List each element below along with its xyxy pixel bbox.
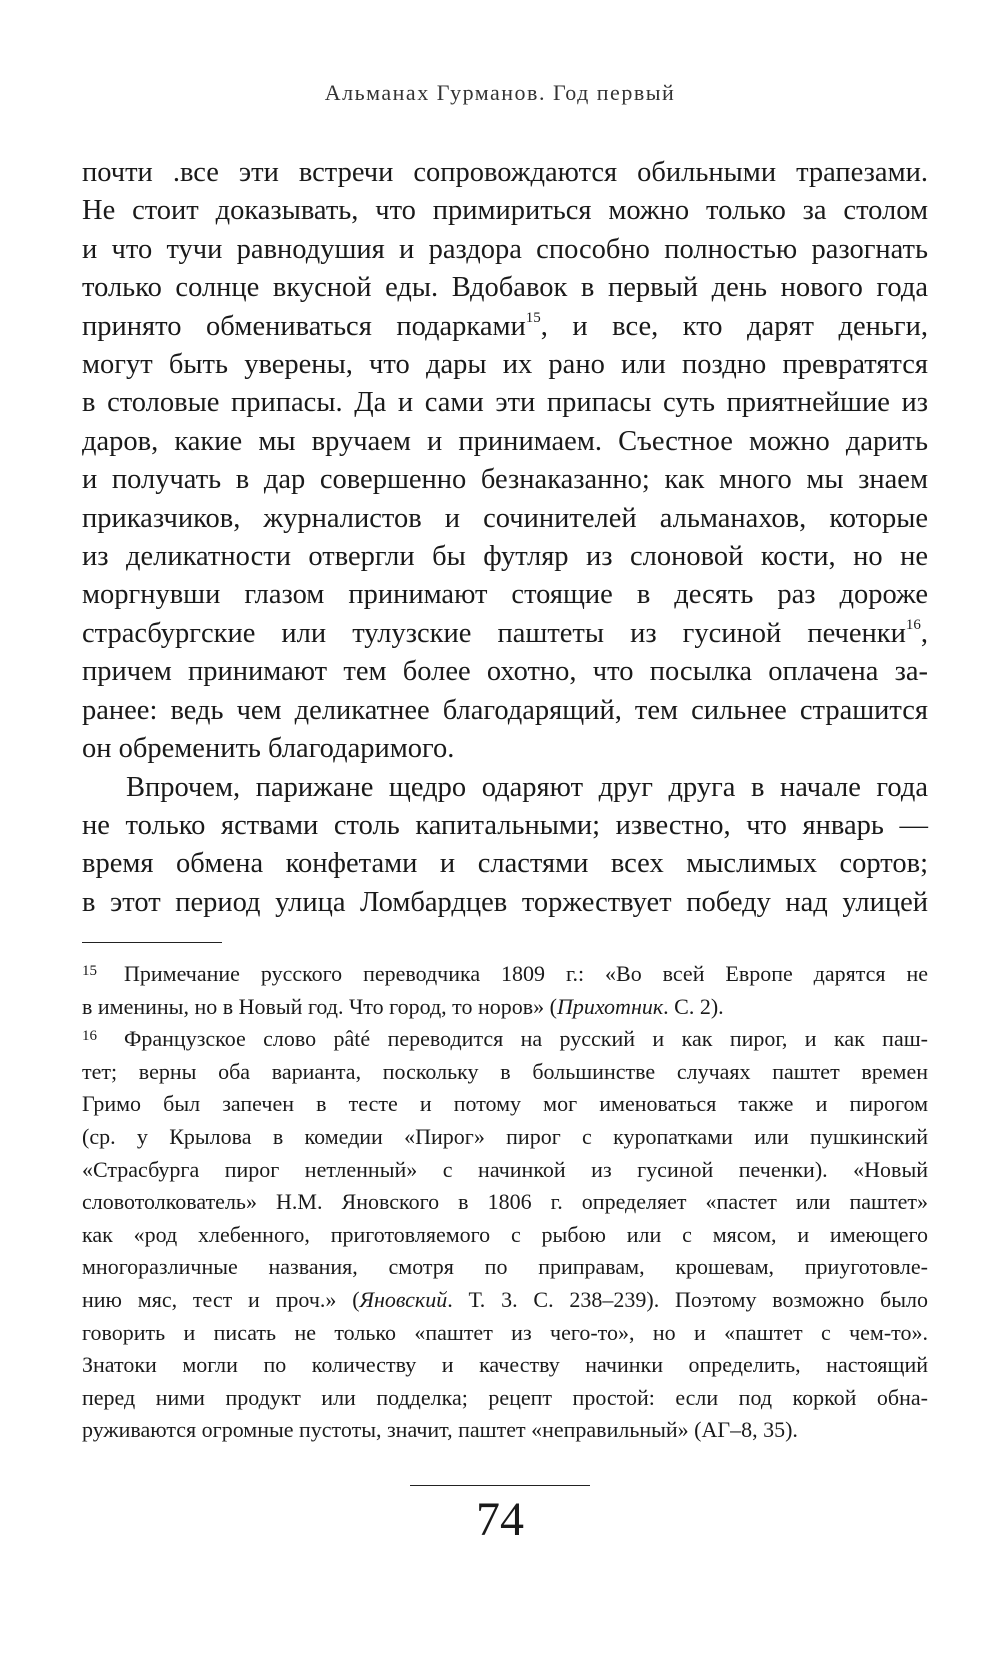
text-line: в этот период улица Ломбардцев торжествует победу над улицей bbox=[82, 886, 928, 918]
footnote-line bbox=[82, 1023, 928, 1056]
text-fragment: нию мяс, тест и проч.» ( bbox=[82, 1286, 360, 1312]
text-line: приказчиков, журналистов и сочинителей альманахов, которые bbox=[82, 502, 928, 534]
running-head: Альманах Гурманов. Год первый bbox=[324, 80, 676, 105]
footnote-line bbox=[82, 958, 928, 991]
footnotes bbox=[82, 958, 928, 1447]
folio-divider bbox=[410, 1485, 590, 1486]
footnote-15 bbox=[82, 958, 928, 1023]
footnote-line: Гримо был запечен в тесте и потому мог именоваться также и пирогом bbox=[82, 1091, 928, 1117]
text-fragment: . С. 2). bbox=[663, 993, 724, 1019]
text-line: Не стоит доказывать, что примириться можно только за столом bbox=[82, 195, 928, 227]
text-line bbox=[82, 308, 928, 346]
text-line: и что тучи равнодушия и раздора способно полностью разогнать bbox=[82, 233, 928, 265]
main-text bbox=[82, 154, 928, 922]
footnote-number: 16 bbox=[82, 1028, 97, 1045]
footnote-line: перед ними продукт или подделка; рецепт простой: если под коркой обна- bbox=[82, 1384, 928, 1410]
text-line: и получать в дар совершенно безнаказанно; как много мы знаем bbox=[82, 464, 928, 496]
text-line bbox=[82, 615, 928, 653]
footnote-16 bbox=[82, 1023, 928, 1447]
footnote-line bbox=[82, 1284, 928, 1317]
footnote-line: словотолкователь» Н.М. Яновского в 1806 г. определяет «пастет или паштет» bbox=[82, 1189, 928, 1215]
footnote-line: Знатоки могли по количеству и качеству начинки определить, настоящий bbox=[82, 1352, 928, 1378]
text-line: время обмена конфетами и сластями всех мыслимых сортов; bbox=[82, 848, 928, 880]
footnote-line: как «род хлебенного, приготовляемого с рыбою или с мясом, и имеющего bbox=[82, 1221, 928, 1247]
text-line: не только яствами столь капитальными; известно, что январь — bbox=[82, 809, 928, 841]
footnote-line: тет; верны оба варианта, поскольку в большинстве случаях паштет времен bbox=[82, 1058, 928, 1084]
footnote-line: «Страсбурга пирог нетленный» с начинкой из гусиной печенки). «Новый bbox=[82, 1156, 928, 1182]
text-line: почти .все эти встречи сопровождаются обильными трапезами. bbox=[82, 157, 928, 188]
footnote-number: 15 bbox=[82, 963, 97, 979]
text-fragment: Французское слово pâté переводится на русский и как пирог, и как паш- bbox=[124, 1026, 928, 1052]
text-fragment: принято обмениваться подарками bbox=[82, 310, 526, 342]
footnote-line: многоразличные названия, смотря по приправам, крошевам, приуготовле- bbox=[82, 1254, 928, 1280]
footnote-divider bbox=[82, 942, 222, 943]
italic-citation: Прихотник bbox=[556, 993, 664, 1019]
text-line: ранее: ведь чем деликатнее благодарящий, тем сильнее страшится bbox=[82, 694, 928, 726]
text-line: могут быть уверены, что дары их рано или поздно превратятся bbox=[82, 349, 928, 381]
italic-citation: Яновский bbox=[359, 1286, 448, 1312]
page-number: 74 bbox=[476, 1493, 524, 1546]
text-fragment: , bbox=[920, 617, 928, 649]
text-line: только солнце вкусной еды. Вдобавок в первый день нового года bbox=[82, 272, 928, 304]
footnote-line: (ср. у Крылова в комедии «Пирог» пирог с куропатками или пушкинский bbox=[82, 1123, 928, 1149]
footnote-ref-16[interactable]: 16 bbox=[905, 616, 921, 633]
text-fragment: , и все, кто дарят деньги, bbox=[540, 310, 928, 342]
footnote-line bbox=[82, 991, 928, 1024]
text-line: моргнувши глазом принимают стоящие в десять раз дороже bbox=[82, 579, 928, 611]
text-line: даров, какие мы вручаем и принимаем. Съестное можно дарить bbox=[82, 425, 928, 457]
text-fragment: Примечание русского переводчика 1809 г.: «Во всей Европе дарятся не bbox=[124, 961, 928, 986]
text-line: Впрочем, парижане щедро одаряют друг друга в начале года bbox=[126, 771, 928, 803]
text-line: он обременить благодаримого. bbox=[82, 733, 455, 765]
footnote-ref-15[interactable]: 15 bbox=[525, 309, 541, 326]
footnote-line: говорить и писать не только «паштет из чего-то», но и «паштет с чем-то». bbox=[82, 1319, 928, 1345]
text-fragment: . Т. 3. С. 238–239). Поэтому возможно было bbox=[447, 1286, 928, 1312]
text-line: в столовые припасы. Да и сами эти припасы суть приятнейшие из bbox=[82, 387, 928, 419]
text-line: из деликатности отвергли бы футляр из слоновой кости, но не bbox=[82, 541, 928, 573]
footnote-line: руживаются огромные пустоты, значит, паштет «неправильный» (АГ–8, 35). bbox=[82, 1417, 798, 1443]
text-line: причем принимают тем более охотно, что посылка оплачена за- bbox=[82, 656, 928, 688]
text-fragment: страсбургские или тулузские паштеты из гусиной печенки bbox=[82, 617, 906, 649]
text-fragment: в именины, но в Новый год. Что город, то норов» ( bbox=[82, 993, 557, 1019]
